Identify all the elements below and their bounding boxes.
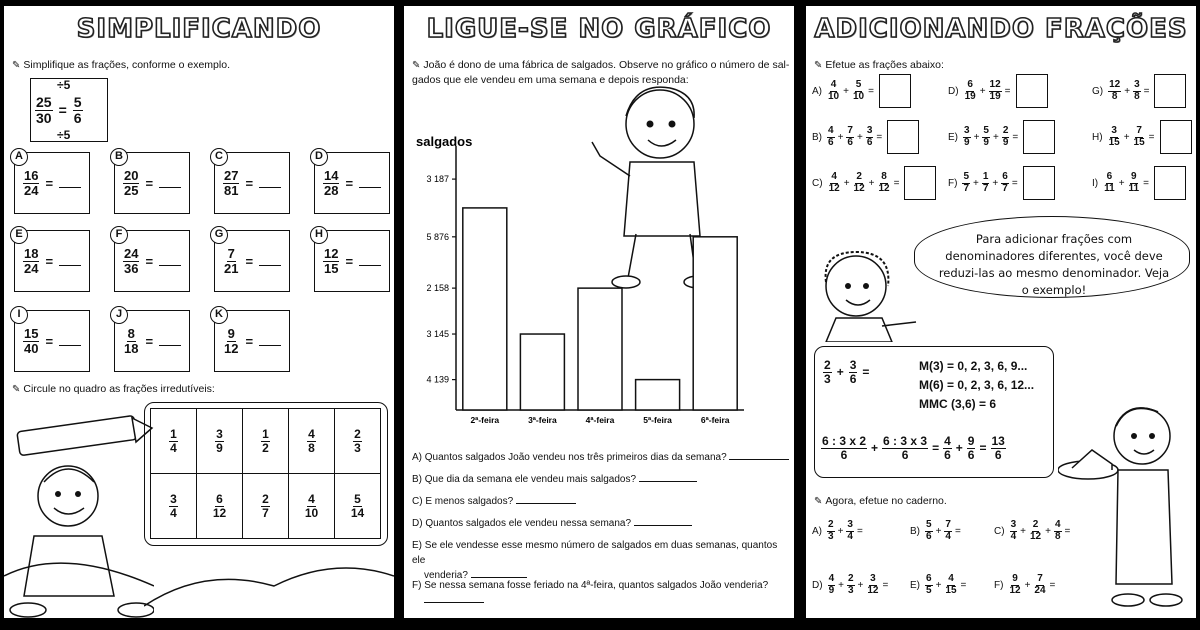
sum-exercise-b [812, 120, 919, 154]
plus-sign: + [973, 177, 979, 189]
exercise-label: B) [812, 131, 822, 143]
term-fraction: $\frac{5}{7}$ [963, 171, 970, 194]
term-fraction: $\frac{6}{19}$ [964, 79, 976, 102]
answer-box[interactable] [1016, 74, 1048, 108]
instruction-line-1: João é dono de uma fábrica de salgados. Observe no gráfico o número de sal- [423, 59, 790, 71]
sum-exercise-c [812, 166, 936, 200]
girl-illustration [812, 242, 922, 342]
bar-1 [463, 208, 507, 410]
answer-blank[interactable] [159, 256, 181, 266]
term-fraction: $\frac{2}{12}$ [1029, 519, 1042, 542]
term-fraction: $\frac{3}{12}$ [867, 573, 879, 596]
plus-sign: + [843, 177, 850, 189]
question-f: F) Se nessa semana fosse feriado na 4ª-feira, quantos salgados João venderia? [412, 578, 790, 608]
term-fraction: $\frac{5}{9}$ [983, 125, 989, 148]
term-fraction: $\frac{1}{7}$ [982, 171, 989, 194]
notebook-instruction-text: Agora, efetue no caderno. [825, 495, 947, 507]
x-tick-label: 6ª-feira [700, 415, 730, 425]
multiples-3: M(3) = 0, 2, 3, 6, 9... [919, 359, 1028, 373]
simplify-exercise-d [314, 152, 390, 214]
plus-sign: + [1045, 525, 1051, 537]
question-c: C) E menos salgados? [412, 494, 790, 509]
exercise-label: A) [812, 525, 822, 537]
equals-sign: = [345, 175, 354, 191]
sum-exercise-d [948, 74, 1048, 108]
equals-sign: = [954, 525, 961, 537]
plus-sign: + [868, 177, 875, 189]
answer-line[interactable] [634, 516, 692, 526]
exercise-label: A) [812, 85, 822, 97]
grid-fraction: $\frac{4}{10}$ [304, 491, 319, 520]
term-fraction: $\frac{4}{15}$ [945, 573, 957, 596]
hills-illustration [144, 546, 394, 618]
term-fraction: $\frac{9}{11}$ [1128, 171, 1140, 194]
panel-adicionando-fracoes [806, 6, 1196, 618]
simplify-exercise-i [14, 310, 90, 372]
plus-sign: + [838, 579, 844, 591]
simplify-exercise-a [14, 152, 90, 214]
exercise-letter: G [210, 226, 228, 244]
exercise-label: C) [994, 525, 1005, 537]
plus-sign: + [843, 85, 849, 97]
equals-sign: = [45, 253, 54, 269]
exercise-fraction: $\frac{7}{21}$ [224, 246, 239, 276]
equals-sign: = [1004, 85, 1011, 97]
equals-sign: = [145, 175, 154, 191]
example-box: $\frac{2}{3}$ + $\frac{3}{6}$ = M(3) = 0, 2, 3, 6, 9... M(6) = 0, 2, 3, 6, 12... MMC (3,6) = 6 $\frac{6 : 3 x 2}{6}$ + $\frac{6 : 3 x 3}{6}$ = $\frac{4}{6}$ + $\frac{9}{6}$ = $\frac{13}{6}$ [814, 346, 1054, 478]
question-a: A) Quantos salgados João vendeu nos três primeiros dias da semana? [412, 450, 790, 465]
pencil-icon: ✎ [814, 60, 823, 71]
equals-sign: = [345, 253, 354, 269]
equals-sign: = [882, 579, 889, 591]
grid-cell[interactable] [243, 409, 289, 474]
grid-cell[interactable] [197, 474, 243, 539]
equals-sign: = [868, 85, 874, 97]
equals-sign: = [1049, 579, 1056, 591]
panel-simplificando [4, 6, 394, 618]
plus-sign: + [979, 85, 986, 97]
grid-fraction: $\frac{5}{14}$ [350, 491, 365, 520]
grid-fraction: $\frac{1}{2}$ [262, 426, 269, 455]
grid-cell[interactable] [197, 409, 243, 474]
exercise-fraction: $\frac{18}{24}$ [24, 246, 39, 276]
sum-exercise-i [1092, 166, 1186, 200]
exercise-fraction: $\frac{20}{25}$ [124, 168, 139, 198]
answer-box[interactable] [887, 120, 919, 154]
answer-line[interactable] [424, 593, 484, 603]
answer-box[interactable] [1023, 120, 1055, 154]
speech-bubble: Para adicionar frações com denominadores diferentes, você deve reduzi-las ao mesmo denominador. Veja o exemplo! [914, 216, 1190, 298]
simplify-exercise-g [214, 230, 290, 292]
grid-fraction: $\frac{2}{7}$ [262, 491, 269, 520]
y-tick-label: 2 158 [426, 283, 449, 294]
answer-blank[interactable] [59, 256, 81, 266]
answer-blank[interactable] [259, 256, 281, 266]
answer-blank[interactable] [159, 336, 181, 346]
panel-title: LIGUE-SE NO GRÁFICO [426, 14, 772, 44]
plus-sign: + [1124, 85, 1131, 97]
answer-box[interactable] [1154, 74, 1186, 108]
divisor-bottom: ÷5 [57, 128, 71, 142]
notebook-exercise-d [812, 574, 888, 596]
x-tick-label: 5ª-feira [643, 415, 672, 425]
term-fraction: $\frac{2}{12}$ [853, 171, 865, 194]
exercise-label: G) [1092, 85, 1104, 97]
term-fraction: $\frac{12}{19}$ [989, 79, 1001, 102]
pencil-icon: ✎ [412, 60, 421, 71]
equals-sign: = [45, 333, 54, 349]
exercise-label: B) [910, 525, 920, 537]
answer-line[interactable] [516, 494, 576, 504]
sum-exercise-a [812, 74, 911, 108]
exercise-label: D) [812, 579, 823, 591]
grid-fraction: $\frac{6}{12}$ [212, 491, 227, 520]
equals-sign: = [1012, 131, 1019, 143]
term-fraction: $\frac{5}{10}$ [852, 79, 865, 102]
x-tick-label: 3ª-feira [528, 415, 557, 425]
equals-sign: = [1143, 177, 1149, 189]
circle-instruction [12, 382, 215, 397]
term-fraction: $\frac{3}{6}$ [866, 125, 873, 148]
notebook-exercise-c [994, 520, 1070, 542]
notebook-instruction [814, 494, 947, 509]
plus-sign: + [837, 131, 844, 143]
grid-fraction: $\frac{1}{4}$ [170, 426, 177, 455]
simplify-exercise-k [214, 310, 290, 372]
exercise-letter: H [310, 226, 328, 244]
plus-sign: + [973, 131, 980, 143]
boy-with-pencil-illustration [4, 396, 154, 618]
plus-sign: + [857, 579, 864, 591]
equals-sign: = [145, 253, 154, 269]
answer-box[interactable] [1154, 166, 1186, 200]
exercise-letter: A [10, 148, 28, 166]
y-axis-label: salgados [416, 134, 473, 149]
exercise-label: E) [910, 579, 920, 591]
irreducible-fractions-grid [144, 402, 388, 546]
equals-sign: = [893, 177, 900, 189]
simplify-exercise-j [114, 310, 190, 372]
pencil-icon: ✎ [12, 60, 21, 71]
exercise-fraction: $\frac{9}{12}$ [224, 326, 239, 356]
question-b: B) Que dia da semana ele vendeu mais salgados? [412, 472, 790, 487]
exercise-fraction: $\frac{16}{24}$ [24, 168, 39, 198]
answer-blank[interactable] [259, 336, 281, 346]
term-fraction: $\frac{2}{3}$ [847, 573, 854, 596]
plus-sign: + [935, 579, 942, 591]
term-fraction: $\frac{6}{7}$ [1002, 171, 1008, 194]
bar-3 [578, 288, 622, 410]
exercise-letter: F [110, 226, 128, 244]
plus-sign: + [992, 177, 999, 189]
term-fraction: $\frac{3}{4}$ [847, 519, 853, 542]
simplify-exercise-e [14, 230, 90, 292]
plus-sign: + [1024, 579, 1031, 591]
notebook-exercise-f [994, 574, 1055, 596]
answer-box[interactable] [879, 74, 911, 108]
equals-sign: = [960, 579, 967, 591]
exercise-letter: E [10, 226, 28, 244]
answer-blank[interactable] [59, 336, 81, 346]
term-fraction: $\frac{12}{8}$ [1109, 79, 1121, 102]
exercise-fraction: $\frac{24}{36}$ [124, 246, 139, 276]
plus-sign: + [1020, 525, 1026, 537]
equals-sign: = [1148, 131, 1155, 143]
exercise-label: D) [948, 85, 959, 97]
plus-sign: + [837, 525, 844, 537]
mmc-result: MMC (3,6) = 6 [919, 397, 997, 411]
plus-sign: + [1118, 177, 1125, 189]
sum-exercise-e [948, 120, 1055, 154]
term-fraction: $\frac{9}{12}$ [1009, 573, 1021, 596]
exercise-label: C) [812, 177, 823, 189]
grid-fraction: $\frac{3}{9}$ [216, 426, 223, 455]
exercise-letter: C [210, 148, 228, 166]
grid-fraction: $\frac{4}{8}$ [308, 426, 315, 455]
simplify-exercise-h [314, 230, 390, 292]
grid-cell[interactable] [335, 474, 381, 539]
equals-sign: = [1011, 177, 1018, 189]
example-box [30, 78, 108, 142]
exercise-label: E) [948, 131, 958, 143]
answer-line[interactable] [639, 472, 697, 482]
notebook-exercise-e [910, 574, 966, 596]
bar-chart [404, 6, 794, 446]
answer-blank[interactable] [259, 178, 281, 188]
question-e: E) Se ele vendesse esse mesmo número de salgados em duas semanas, quantos ele venderia? [412, 540, 778, 581]
exercise-label: F) [948, 177, 958, 189]
divisor-top: ÷5 [57, 78, 71, 92]
grid-fraction: $\frac{3}{4}$ [170, 491, 177, 520]
answer-blank[interactable] [359, 178, 381, 188]
term-fraction: $\frac{4}{6}$ [828, 125, 834, 148]
equals-sign: = [876, 131, 883, 143]
term-fraction: $\frac{7}{4}$ [945, 519, 951, 542]
exercise-fraction: $\frac{8}{18}$ [124, 326, 139, 356]
pencil-icon: ✎ [814, 496, 823, 507]
grid-cell[interactable] [289, 409, 335, 474]
plus-sign: + [1123, 131, 1130, 143]
term-fraction: $\frac{7}{15}$ [1133, 125, 1145, 148]
plus-sign: + [992, 131, 999, 143]
answer-blank[interactable] [59, 178, 81, 188]
grid-cell[interactable] [243, 474, 289, 539]
grid-cell[interactable] [151, 409, 197, 474]
term-fraction: $\frac{7}{6}$ [847, 125, 853, 148]
plus-sign: + [935, 525, 942, 537]
exercise-letter: K [210, 306, 228, 324]
example-fraction-to: $\frac{5}{6}$ [73, 94, 82, 126]
panel-title: ADICIONANDO FRAÇÕES [814, 14, 1188, 44]
grid-fraction: $\frac{2}{3}$ [354, 426, 361, 455]
instruction-text: Efetue as frações abaixo: [825, 59, 944, 71]
term-fraction: $\frac{4}{8}$ [1054, 519, 1061, 542]
exercise-label: I) [1092, 177, 1099, 189]
notebook-exercise-a [812, 520, 863, 542]
simplify-exercise-c [214, 152, 290, 214]
bar-2 [520, 334, 564, 410]
term-fraction: $\frac{4}{12}$ [828, 171, 840, 194]
y-tick-label: 3 187 [426, 174, 449, 185]
term-fraction: $\frac{6}{11}$ [1104, 171, 1115, 194]
term-fraction: $\frac{2}{9}$ [1002, 125, 1009, 148]
exercise-letter: J [110, 306, 128, 324]
equals-sign: = [45, 175, 54, 191]
equals-sign: = [856, 525, 863, 537]
grid-cell[interactable] [335, 409, 381, 474]
notebook-exercise-b [910, 520, 961, 542]
exercise-label: F) [994, 579, 1004, 591]
term-fraction: $\frac{2}{3}$ [828, 519, 834, 542]
panel-grafico [404, 6, 794, 618]
question-d: D) Quantos salgados ele vendeu nessa semana? [412, 516, 790, 531]
instruction-line-2: gados que ele vendeu em uma semana e depois responda: [412, 74, 689, 86]
answer-line[interactable] [471, 568, 527, 578]
equals-sign: = [245, 333, 254, 349]
instruction-text: Simplifique as frações, conforme o exemplo. [23, 59, 230, 71]
equals-sign: = [245, 175, 254, 191]
exercise-fraction: $\frac{12}{15}$ [324, 246, 339, 276]
answer-box[interactable] [1023, 166, 1055, 200]
answer-blank[interactable] [359, 256, 381, 266]
multiples-6: M(6) = 0, 2, 3, 6, 12... [919, 378, 1035, 392]
exercise-fraction: $\frac{27}{81}$ [224, 168, 239, 198]
exercise-letter: B [110, 148, 128, 166]
equals-sign: = [1064, 525, 1071, 537]
equals-sign: = [145, 333, 154, 349]
bar-5 [693, 237, 737, 410]
x-tick-label: 2ª-feira [470, 415, 500, 425]
equals-sign: = [58, 102, 67, 119]
term-fraction: $\frac{3}{4}$ [1010, 519, 1017, 542]
sum-exercise-f [948, 166, 1055, 200]
exercise-fraction: $\frac{14}{28}$ [324, 168, 339, 198]
answer-box[interactable] [1160, 120, 1192, 154]
pencil-icon: ✎ [12, 384, 21, 395]
equals-sign: = [1143, 85, 1150, 97]
sum-exercise-h [1092, 120, 1192, 154]
y-tick-label: 3 145 [426, 329, 449, 340]
term-fraction: $\frac{8}{12}$ [878, 171, 890, 194]
term-fraction: $\frac{4}{9}$ [828, 573, 835, 596]
answer-blank[interactable] [159, 178, 181, 188]
sum-exercise-g [1092, 74, 1186, 108]
term-fraction: $\frac{3}{8}$ [1134, 79, 1140, 102]
chef-with-cheese-illustration [1058, 396, 1194, 610]
exercise-letter: I [10, 306, 28, 324]
term-fraction: $\frac{5}{6}$ [926, 519, 932, 542]
grid-cell[interactable] [151, 474, 197, 539]
y-tick-label: 4 139 [426, 374, 449, 385]
term-fraction: $\frac{4}{10}$ [828, 79, 840, 102]
answer-box[interactable] [904, 166, 936, 200]
simplify-exercise-f [114, 230, 190, 292]
bar-4 [636, 380, 680, 410]
term-fraction: $\frac{6}{5}$ [926, 573, 932, 596]
simplify-exercise-b [114, 152, 190, 214]
equals-sign: = [245, 253, 254, 269]
term-fraction: $\frac{3}{9}$ [964, 125, 970, 148]
term-fraction: $\frac{7}{24}$ [1034, 573, 1046, 596]
grid-cell[interactable] [289, 474, 335, 539]
x-tick-label: 4ª-feira [585, 415, 615, 425]
plus-sign: + [856, 131, 863, 143]
instruction [12, 58, 230, 73]
term-fraction: $\frac{3}{15}$ [1108, 125, 1120, 148]
answer-line[interactable] [729, 450, 789, 460]
y-tick-label: 5 876 [426, 231, 449, 242]
exercise-letter: D [310, 148, 328, 166]
example-fraction-from: $\frac{25}{30}$ [36, 94, 52, 126]
panel-title: SIMPLIFICANDO [76, 14, 322, 44]
instruction [814, 58, 944, 73]
circle-instruction-text: Circule no quadro as frações irredutíveis: [23, 383, 215, 395]
exercise-label: H) [1092, 131, 1103, 143]
exercise-fraction: $\frac{15}{40}$ [24, 326, 39, 356]
